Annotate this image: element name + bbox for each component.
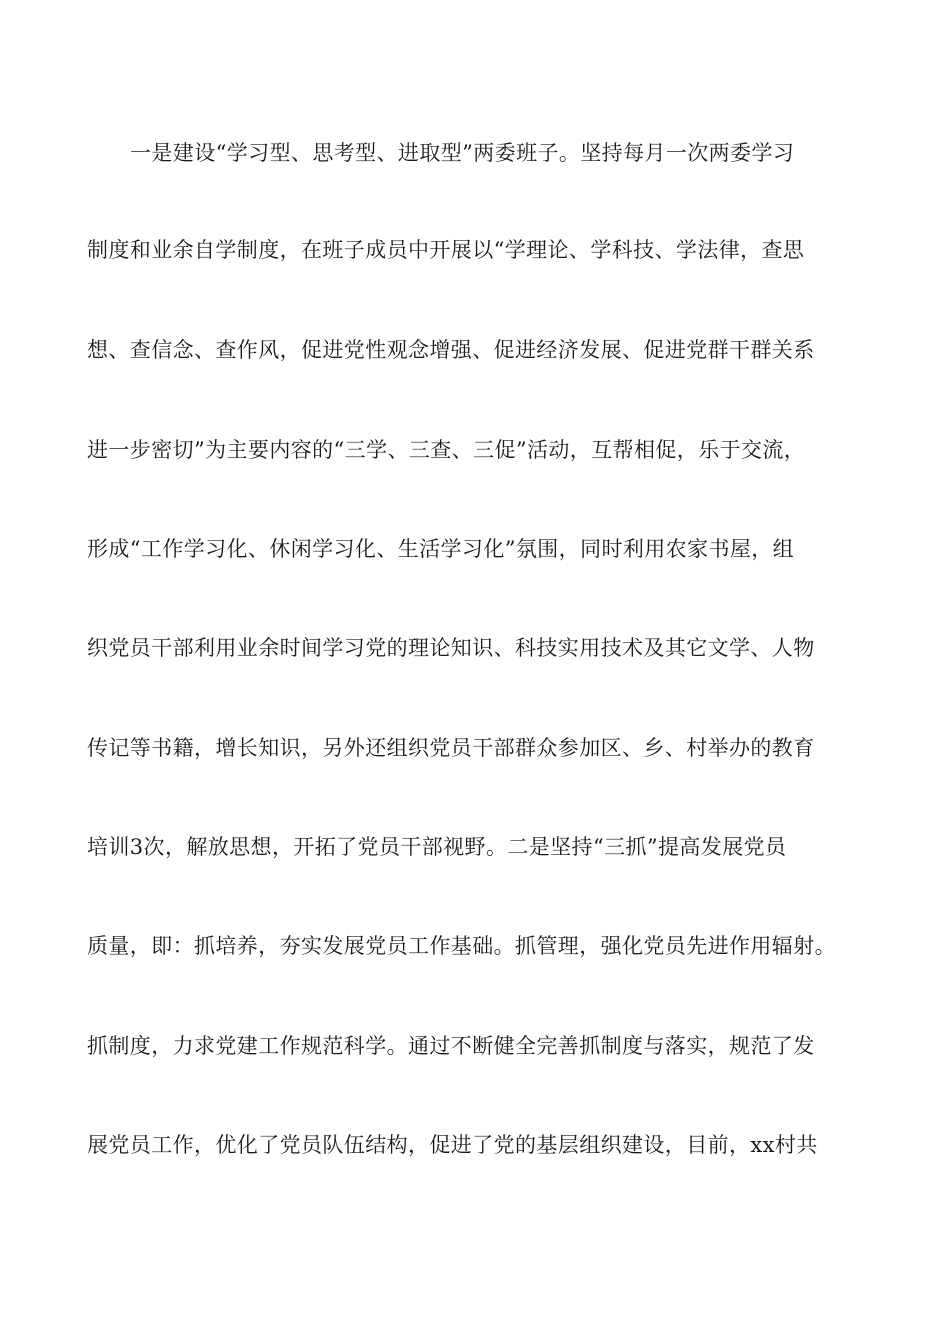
text-line: 传记等书籍，增长知识，另外还组织党员干部群众参加区、乡、村举办的教育 <box>87 736 815 760</box>
text-line: 进一步密切”为主要内容的“三学、三查、三促”活动，互帮相促，乐于交流， <box>87 438 806 462</box>
text-line: 质量，即：抓培养，夯实发展党员工作基础。抓管理，强化党员先进作用辐射。 <box>87 934 836 958</box>
text-line: 培训3次，解放思想，开拓了党员干部视野。二是坚持“三抓”提高发展党员 <box>87 835 787 859</box>
text-line: 制度和业余自学制度，在班子成员中开展以“学理论、学科技、学法律，查思 <box>87 238 805 262</box>
text-line: 抓制度，力求党建工作规范科学。通过不断健全完善抓制度与落实，规范了发 <box>87 1034 815 1058</box>
text-line: 织党员干部利用业余时间学习党的理论知识、科技实用技术及其它文学、人物 <box>87 636 815 660</box>
text-line: 想、查信念、查作风，促进党性观念增强、促进经济发展、促进党群干群关系 <box>87 338 815 362</box>
text-line: 一是建设“学习型、思考型、进取型”两委班子。坚持每月一次两委学习 <box>130 141 795 165</box>
text-line: 展党员工作，优化了党员队伍结构，促进了党的基层组织建设，目前，xx村共 <box>87 1133 818 1157</box>
text-line: 形成“工作学习化、休闲学习化、生活学习化”氛围，同时利用农家书屋，组 <box>87 537 795 561</box>
